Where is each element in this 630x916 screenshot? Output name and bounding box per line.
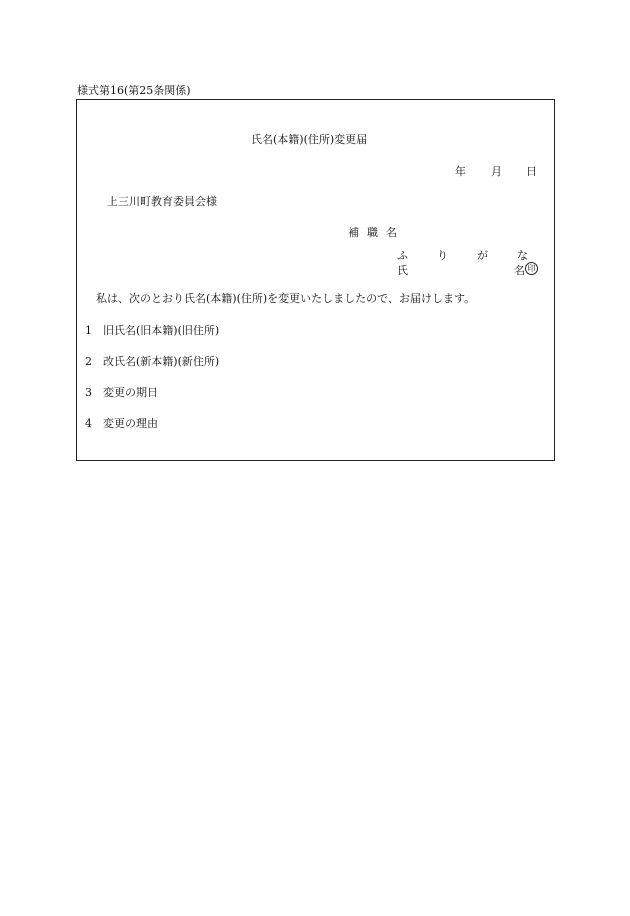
item-number: 4 xyxy=(85,417,92,430)
date-month-label: 月 xyxy=(491,165,502,178)
item-label: 変更の期日 xyxy=(103,386,158,399)
item-label: 変更の理由 xyxy=(103,417,158,430)
furigana-char: ふ xyxy=(397,249,408,262)
form-number: 様式第16(第25条関係) xyxy=(77,84,191,97)
furigana-char: な xyxy=(517,249,528,262)
item-number: 3 xyxy=(85,386,92,399)
list-item xyxy=(85,418,158,429)
list-item xyxy=(85,325,219,336)
form-frame xyxy=(76,99,555,461)
seal-mark: 印 xyxy=(525,262,538,275)
form-title: 氏名(本籍)(住所)変更届 xyxy=(251,133,368,146)
item-label: 改氏名(新本籍)(新住所) xyxy=(103,355,220,368)
name-label-given: 名 xyxy=(514,264,525,277)
list-item xyxy=(85,356,219,367)
item-label: 旧氏名(旧本籍)(旧住所) xyxy=(103,324,220,337)
position-label: 補職名 xyxy=(348,226,405,239)
date-year-label: 年 xyxy=(455,165,466,178)
item-number: 1 xyxy=(85,324,92,337)
statement-text: 私は、次のとおり氏名(本籍)(住所)を変更いたしましたので、お届けします。 xyxy=(96,292,476,305)
furigana-char: が xyxy=(477,249,488,262)
name-label-surname: 氏 xyxy=(397,264,408,277)
furigana-char: り xyxy=(437,249,448,262)
list-item xyxy=(85,387,158,398)
furigana-label xyxy=(397,250,528,261)
addressee: 上三川町教育委員会様 xyxy=(107,195,217,208)
date-day-label: 日 xyxy=(526,165,537,178)
item-number: 2 xyxy=(85,355,92,368)
